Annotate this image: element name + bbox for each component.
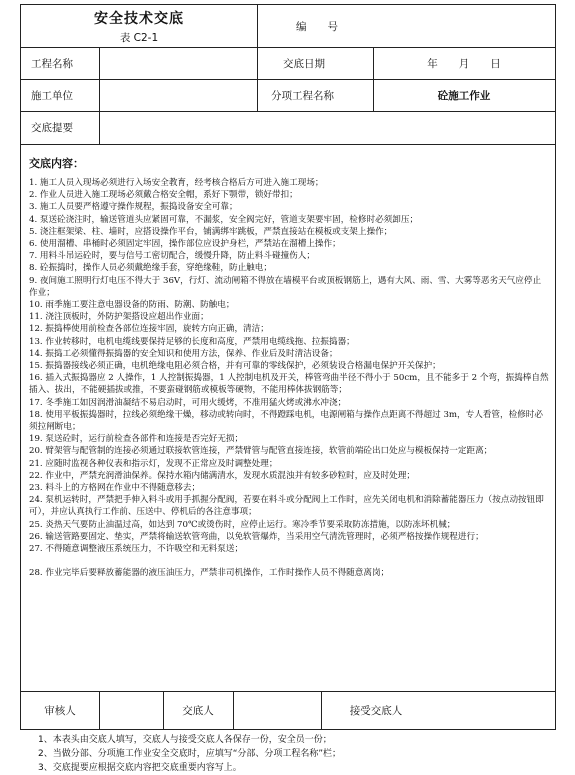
summary-value: [99, 111, 555, 144]
reviewer-value: [99, 691, 163, 729]
disclosure-items: [29, 177, 549, 580]
list-item: 27. 不得随意调整液压系统压力，不许吸空和无料泵送；: [29, 544, 244, 555]
discloser-label: 交底人: [182, 704, 214, 717]
list-item: 10. 雨季施工要注意电器设备的防雨、防潮、防触电；: [29, 300, 235, 311]
disclosure-form: [20, 4, 556, 730]
list-item: 24. 泵机运转时，严禁把手伸入料斗或用手抓握分配阀，若要在料斗或分配阀上工作时，应先关闭电机和消除蓄能器压力（按点动按钮即可），并应认真执行工作前、压送中、停机后的各注意事项；: [29, 495, 544, 518]
date-label: 交底日期: [283, 57, 325, 70]
list-item: 2. 作业人员进入施工现场必须戴合格安全帽，系好下颚带，锁好带扣；: [29, 190, 298, 201]
list-item: 28. 作业完毕后要释放蓄能器的液压油压力，严禁非司机操作，工作时操作人员不得随意离岗；: [29, 568, 390, 579]
number-label: 编 号: [296, 20, 338, 33]
subproject-name-value: 砼施工作业: [437, 89, 491, 102]
list-item: 3. 施工人员要严格遵守操作规程，振捣设备安全可靠；: [29, 202, 238, 213]
list-item: 13. 作业转移时，电机电缆线要保持足够的长度和高度，严禁用电缆线拖、拉振捣器；: [29, 336, 355, 347]
date-value: 年 月 日: [427, 57, 501, 70]
note-item: 1、本表头由交底人填写，交底人与接受交底人各保存一份，安全员一份；: [38, 735, 332, 745]
list-item: 19. 泵送砼时，运行前检查各部件和连接是否完好无损；: [29, 434, 244, 445]
list-item: 16. 插入式振捣器应 2 人操作，1 人控制振捣器，1 人控制电机及开关，棒管弯曲半径不得小于 50cm，且不能多于 2 个弯，振捣棒自然插入、拔出，不能硬插拔或推，不要蛮碰钢筋或模板等硬物，不能用棒体拔钢筋等；: [29, 373, 549, 396]
construction-unit-value: [99, 79, 257, 111]
list-item: 5. 浇注框架梁、柱、墙时，应搭设操作平台，铺满绑牢跳板，严禁直接站在模板或支架上操作；: [29, 226, 393, 237]
content-title: 交底内容：: [29, 157, 84, 170]
list-item: 26. 输送管路要固定、垫实，严禁将输送软管弯曲，以免软管爆炸，当采用空气清洗管理时，必须严格按操作规程进行；: [29, 531, 484, 542]
list-item: 15. 振捣器接线必须正确，电机绝缘电阻必须合格，并有可靠的零线保护，必须装设合格漏电保护开关保护；: [29, 361, 441, 372]
form-notes: [38, 733, 558, 775]
list-item: 21. 应随时监视各种仪表和指示灯，发现不正常应及时调整处理；: [29, 458, 278, 469]
list-item: 9. 夜间施工照明行灯电压不得大于 36V，行灯、流动闸箱不得放在墙模平台或顶板钢筋上，遇有大风、雨、雪、大雾等恶劣天气应停止作业；: [29, 275, 542, 298]
reviewer-label: 审核人: [44, 704, 76, 717]
list-item: 25. 炎热天气要防止油温过高，如达到 70℃或烫伤时，应停止运行。寒冷季节要采取防冻措施，以防冻坏机械；: [29, 519, 456, 530]
summary-label: 交底提要: [31, 122, 73, 134]
list-item: 22. 作业中，严禁充润滑油保养。保持水箱内储满清水，发现水质混浊并有较多砂粒时，应及时处理；: [29, 470, 415, 481]
list-item: 12. 振捣棒使用前检查各部位连接牢固，旋转方向正确，清洁；: [29, 324, 269, 335]
row-divider: [21, 144, 555, 145]
form-code: 表 C2-1: [119, 31, 159, 44]
receiver-label: 接受交底人: [349, 704, 403, 717]
subproject-name-label: 分项工程名称: [271, 89, 334, 102]
list-item: 11. 浇注顶板时，外防护架搭设应超出作业面；: [29, 312, 209, 323]
note-item: 2、当做分部、分项施工作业安全交底时，应填写“分部、分项工程名称”栏；: [38, 749, 342, 759]
discloser-value: [233, 691, 321, 729]
list-item: 18. 使用平板振捣器时，拉线必须绝缘干燥，移动或转向时，不得蹬踩电机，电源闸箱与操作点距离不得超过 3m，专人看管，检修时必须拉闸断电；: [29, 409, 543, 433]
list-item: 14. 振捣工必须懂得振捣器的安全知识和使用方法，保养、作业后及时清洁设备；: [29, 348, 338, 359]
list-item: 20. 臂架管与配管制的连接必须通过联接软管连接，严禁臂管与配管直接连接，软管前端砼出口处应与模板保持一定距离；: [29, 446, 493, 457]
list-item: 17. 冬季施工如因润滑油凝结不易启动时，可用火缓烤，不准用猛火烤或沸水冲浇；: [29, 397, 347, 408]
list-item: 4. 泵送砼浇注时，输送管道头应紧固可靠，不漏浆，安全阀完好，管道支架要牢固，检修时必须卸压；: [29, 214, 419, 225]
list-item: 23. 料斗上的方格网在作业中不得随意移去；: [29, 483, 201, 494]
number-value: [377, 5, 555, 47]
note-item: 3、交底提要应根据交底内容把交底重要内容写上。: [38, 763, 242, 773]
list-item: 6. 使用溜槽、串桶时必须固定牢固，操作部位应设护身栏，严禁站在溜槽上操作；: [29, 239, 341, 250]
project-name-label: 工程名称: [31, 57, 73, 70]
construction-unit-label: 施工单位: [31, 89, 73, 102]
form-title: 安全技术交底: [94, 11, 184, 27]
list-item: 7. 用料斗吊运砼时，要与信号工密切配合，缓慢升降，防止料斗碰撞伤人；: [29, 251, 315, 262]
list-item: 8. 砼振捣时，操作人员必须戴绝缘手套，穿绝缘鞋，防止触电；: [29, 263, 272, 274]
project-name-value: [99, 47, 257, 79]
list-item: 1. 施工人员入现场必须进行入场安全教育，经考核合格后方可进入施工现场；: [29, 178, 324, 188]
